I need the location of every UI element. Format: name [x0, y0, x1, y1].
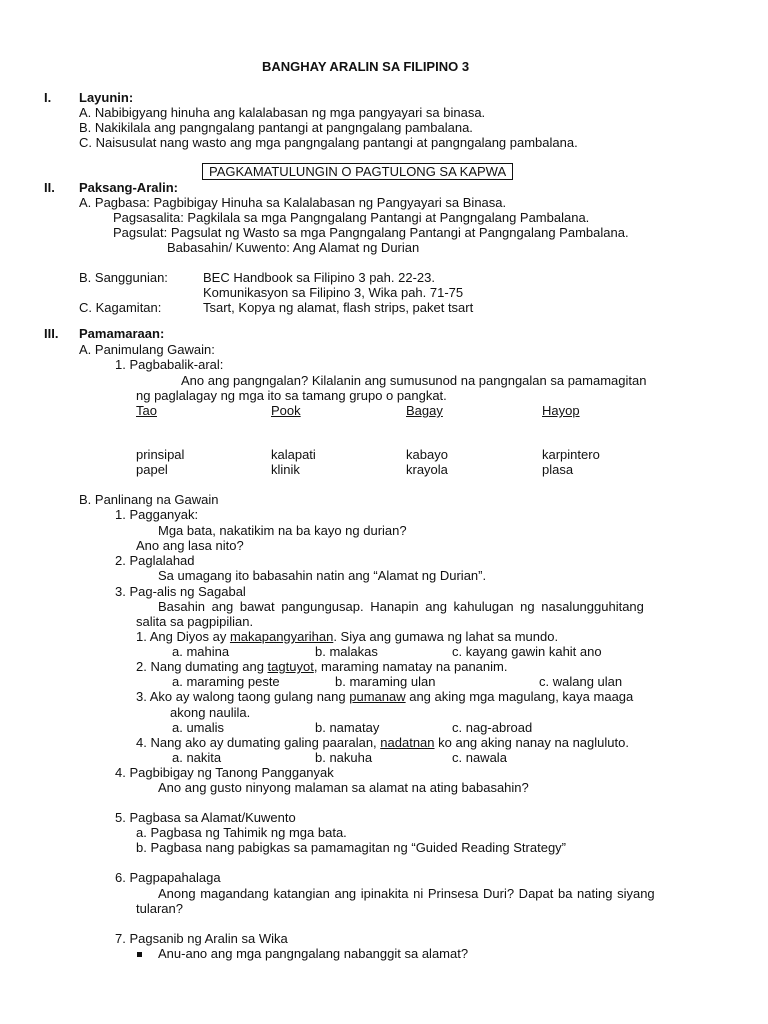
topic-line-a: A. Pagbasa: Pagbibigay Hinuha sa Kalalabasan ng Pangyayari sa Binasa. — [79, 195, 507, 210]
vocab-target-word: makapangyarihan — [229, 629, 334, 644]
pagbibigay-ng-tanong: 4. Pagbibigay ng Tanong Pangganyak — [115, 765, 334, 780]
word-cell: krayola — [406, 462, 448, 477]
panlinang-na-gawain: B. Panlinang na Gawain — [79, 492, 219, 507]
bullet-icon — [137, 952, 142, 957]
vocab-item-2: 2. Nang dumating ang tagtuyot, maraming namatay na pananim. — [136, 659, 508, 674]
vocab-target-word: nadatnan — [380, 735, 435, 750]
pagbasa-a: a. Pagbasa ng Tahimik ng mga bata. — [136, 825, 347, 840]
word-cell: kalapati — [271, 447, 316, 462]
col-header-hayop: Hayop — [542, 403, 580, 418]
sanggunian-ref-1: BEC Handbook sa Filipino 3 pah. 22-23. — [203, 270, 435, 285]
review-instruction-2: ng paglalagay ng mga ito sa tamang grupo o pangkat. — [136, 388, 447, 403]
topic-line-babasahin: Babasahin/ Kuwento: Ang Alamat ng Durian — [167, 240, 420, 255]
vocab-item-4: 4. Nang ako ay dumating galing paaralan, nadatnan ko ang aking nanay na nagluluto. — [136, 735, 629, 750]
pagganyak-q2: Ano ang lasa nito? — [136, 538, 244, 553]
pagsanib-ng-aralin: 7. Pagsanib ng Aralin sa Wika — [115, 931, 288, 946]
objective-c: C. Naisusulat nang wasto ang mga pangngalang pantangi at pangngalang pambalana. — [79, 135, 578, 150]
objective-b: B. Nakikilala ang pangngalang pantangi at pangngalang pambalana. — [79, 120, 473, 135]
sanggunian-label: B. Sanggunian: — [79, 270, 168, 285]
pagbabalik-aral: 1. Pagbabalik-aral: — [115, 357, 224, 372]
section-heading-paksang-aralin: Paksang-Aralin: — [79, 180, 178, 195]
word-cell: papel — [136, 462, 168, 477]
vocab-choice: c. nawala — [452, 750, 507, 765]
pagbasa-b: b. Pagbasa nang pabigkas sa pamamagitan ng “Guided Reading Strategy” — [136, 840, 567, 855]
pagpapahalaga-text-1: Anong magandang katangian ang ipinakita ni Prinsesa Duri? Dapat ba nating siyang — [158, 886, 655, 901]
topic-line-pagsasalita: Pagsasalita: Pagkilala sa mga Pangngalang Pantangi at Pangngalang Pambalana. — [113, 210, 590, 225]
topic-line-pagsulat: Pagsulat: Pagsulat ng Wasto sa mga Pangngalang Pantangi at Pangngalang Pambalana. — [113, 225, 629, 240]
word-cell: prinsipal — [136, 447, 185, 462]
vocab-choice: c. kayang gawin kahit ano — [452, 644, 602, 659]
col-header-bagay: Bagay — [406, 403, 443, 418]
paglalahad-text: Sa umagang ito babasahin natin ang “Alamat ng Durian”. — [158, 568, 487, 583]
document-title: BANGHAY ARALIN SA FILIPINO 3 — [262, 59, 470, 74]
vocab-target-word: pumanaw — [349, 689, 406, 704]
pagpapahalaga: 6. Pagpapahalaga — [115, 870, 221, 885]
vocab-item-3: 3. Ako ay walong taong gulang nang pumanaw ang aking mga magulang, kaya maaga — [136, 689, 634, 704]
sagabal-instr-1: Basahin ang bawat pangungusap. Hanapin ang kahulugan ng nasalungguhitang — [158, 599, 644, 614]
section-heading-layunin: Layunin: — [79, 90, 134, 105]
vocab-choice: a. maraming peste — [172, 674, 280, 689]
kagamitan-value: Tsart, Kopya ng alamat, flash strips, paket tsart — [203, 300, 474, 315]
word-cell: plasa — [542, 462, 574, 477]
vocab-choice: a. nakita — [172, 750, 222, 765]
col-header-tao: Tao — [136, 403, 157, 418]
vocab-item-1: 1. Ang Diyos ay makapangyarihan. Siya ang gumawa ng lahat sa mundo. — [136, 629, 559, 644]
vocab-choice: b. malakas — [315, 644, 378, 659]
pagganyak-q1: Mga bata, nakatikim na ba kayo ng durian? — [158, 523, 407, 538]
panimulang-gawain: A. Panimulang Gawain: — [79, 342, 215, 357]
section-num-1: I. — [44, 90, 52, 105]
vocab-item-3-cont: akong naulila. — [170, 705, 251, 720]
word-cell: klinik — [271, 462, 300, 477]
vocab-choice: c. walang ulan — [539, 674, 623, 689]
vocab-target-word: tagtuyot — [267, 659, 314, 674]
vocab-choice: b. namatay — [315, 720, 380, 735]
col-header-pook: Pook — [271, 403, 301, 418]
pagpapahalaga-text-2: tularan? — [136, 901, 183, 916]
vocab-choice: b. maraming ulan — [335, 674, 436, 689]
sagabal-instr-2: salita sa pagpipilian. — [136, 614, 254, 629]
sanggunian-ref-2: Komunikasyon sa Filipino 3, Wika pah. 71-75 — [203, 285, 464, 300]
kagamitan-label: C. Kagamitan: — [79, 300, 162, 315]
vocab-choice: b. nakuha — [315, 750, 373, 765]
vocab-choice: a. umalis — [172, 720, 225, 735]
boxed-theme: PAGKAMATULUNGIN O PAGTULONG SA KAPWA — [202, 163, 513, 180]
word-cell: karpintero — [542, 447, 600, 462]
paglalahad: 2. Paglalahad — [115, 553, 195, 568]
section-heading-pamamaraan: Pamamaraan: — [79, 326, 165, 341]
tanong-text: Ano ang gusto ninyong malaman sa alamat na ating babasahin? — [158, 780, 529, 795]
pagganyak: 1. Pagganyak: — [115, 507, 199, 522]
objective-a: A. Nabibigyang hinuha ang kalalabasan ng mga pangyayari sa binasa. — [79, 105, 486, 120]
pag-alis-ng-sagabal: 3. Pag-alis ng Sagabal — [115, 584, 246, 599]
pagbasa-sa-alamat: 5. Pagbasa sa Alamat/Kuwento — [115, 810, 296, 825]
pagsanib-question: Anu-ano ang mga pangngalang nabanggit sa alamat? — [158, 946, 469, 961]
vocab-choice: a. mahina — [172, 644, 230, 659]
word-cell: kabayo — [406, 447, 448, 462]
section-num-3: III. — [44, 326, 59, 341]
vocab-choice: c. nag-abroad — [452, 720, 533, 735]
review-instruction-1: Ano ang pangngalan? Kilalanin ang sumusunod na pangngalan sa pamamagitan — [181, 373, 647, 388]
section-num-2: II. — [44, 180, 55, 195]
